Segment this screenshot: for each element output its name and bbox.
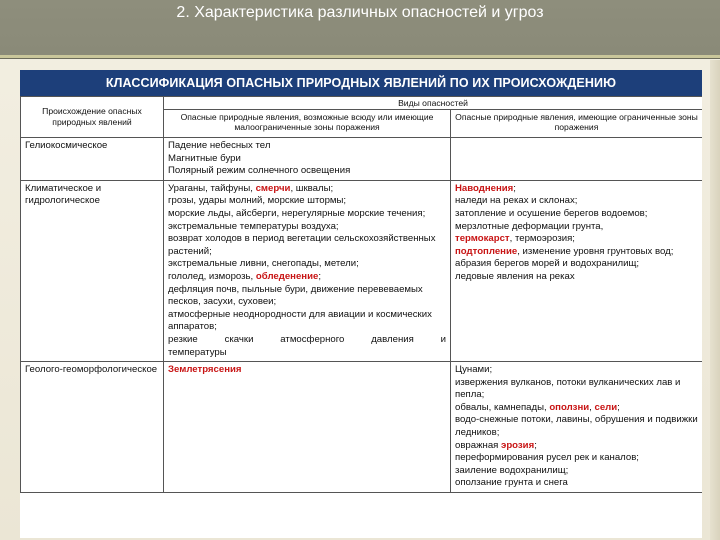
cell-line: возврат холодов в период вегетации сельскохозяйственных растений; xyxy=(168,233,436,257)
table-title: КЛАССИФИКАЦИЯ ОПАСНЫХ ПРИРОДНЫХ ЯВЛЕНИЙ ПО ИХ ПРОИСХОЖДЕНИЮ xyxy=(20,70,702,96)
slide-side-strip xyxy=(710,60,720,540)
row-climatic-limited xyxy=(451,180,703,361)
header-everywhere: Опасные природные явления, возможные всюду или имеющие малоограниченные зоны поражения xyxy=(164,110,451,138)
cell-line: дефляция почв, пыльные бури, движение перевеваемых песков, засухи, суховеи; xyxy=(168,283,423,308)
row-climatic-everywhere xyxy=(164,180,451,361)
header-divider xyxy=(0,58,720,59)
cell-line: переформирования русел рек и каналов; xyxy=(455,452,639,464)
header-limited: Опасные природные явления, имеющие ограниченные зоны поражения xyxy=(451,110,703,138)
cell-line: заиление водохранилищ; xyxy=(455,464,569,476)
highlight-term: смерчи xyxy=(255,182,291,194)
hazards-table xyxy=(20,96,702,493)
cell-line: морские льды, айсберги, нерегулярные морские течения; xyxy=(168,207,426,219)
cell-line: Полярный режим солнечного освещения xyxy=(168,165,351,177)
classification-table xyxy=(20,70,702,538)
cell-line: температуры xyxy=(168,346,227,358)
row-origin-helio: Гелиокосмическое xyxy=(21,138,164,181)
cell-line: мерзлотные деформации грунта, xyxy=(455,220,604,232)
table-row xyxy=(21,180,703,361)
cell-line: Цунами; xyxy=(455,364,493,376)
cell-line: грозы, удары молний, морские штормы; xyxy=(168,195,347,207)
row-helio-limited xyxy=(451,138,703,181)
highlight-term: обледенение xyxy=(255,270,319,282)
row-origin-climatic: Климатическое и гидрологическое xyxy=(21,180,164,361)
cell-line: экстремальные ливни, снегопады, метели; xyxy=(168,258,359,270)
cell-line: Падение небесных тел xyxy=(168,140,271,151)
highlight-term: сели xyxy=(594,401,618,413)
highlight-term: Землетрясения xyxy=(168,364,242,376)
header-origin: Происхождение опасных природных явлений xyxy=(21,97,164,138)
highlight-term: подтопление xyxy=(455,245,518,257)
slide-title: 2. Характеристика различных опасностей и угроз xyxy=(176,4,544,21)
row-helio-everywhere xyxy=(164,138,451,181)
cell-line: обвалы, камнепады, оползни, сели; xyxy=(455,401,620,413)
cell-line: овражная эрозия; xyxy=(455,439,537,451)
cell-line: гололед, изморозь, обледенение; xyxy=(168,270,321,282)
cell-line: наледи на реках и склонах; xyxy=(455,195,578,207)
table-row xyxy=(21,138,703,181)
table-row xyxy=(21,362,703,493)
cell-line: Магнитные бури xyxy=(168,152,241,164)
cell-line: абразия берегов морей и водохранилищ; xyxy=(455,258,640,270)
row-geo-everywhere xyxy=(164,362,451,493)
cell-line: затопление и осушение берегов водоемов; xyxy=(455,207,648,219)
cell-line: подтопление, изменение уровня грунтовых вод; xyxy=(455,245,674,257)
cell-line: Наводнения; xyxy=(455,182,516,194)
cell-line: Ураганы, тайфуны, смерчи, шквалы; xyxy=(168,182,334,194)
table-header-row xyxy=(21,97,703,110)
cell-line: оползание грунта и снега xyxy=(455,477,568,489)
cell-line: извержения вулканов, потоки вулканических лав и пепла; xyxy=(455,376,681,401)
header-hazard-types: Виды опасностей xyxy=(164,97,703,110)
cell-line: резкие скачки атмосферного давления и xyxy=(168,333,446,345)
row-geo-limited xyxy=(451,362,703,493)
row-origin-geo: Геолого-геоморфологическое xyxy=(21,362,164,493)
cell-line: водо-снежные потоки, лавины, обрушения и подвижки ледников; xyxy=(455,414,698,439)
cell-line: термокарст, термоэрозия; xyxy=(455,233,575,245)
cell-line: экстремальные температуры воздуха; xyxy=(168,220,339,232)
highlight-term: оползни xyxy=(549,401,590,413)
highlight-term: Наводнения xyxy=(455,182,514,194)
highlight-term: термокарст xyxy=(455,233,510,245)
cell-line: ледовые явления на реках xyxy=(455,270,575,282)
highlight-term: эрозия xyxy=(501,439,535,451)
cell-line: атмосферные неоднородности для авиации и космических аппаратов; xyxy=(168,308,432,333)
